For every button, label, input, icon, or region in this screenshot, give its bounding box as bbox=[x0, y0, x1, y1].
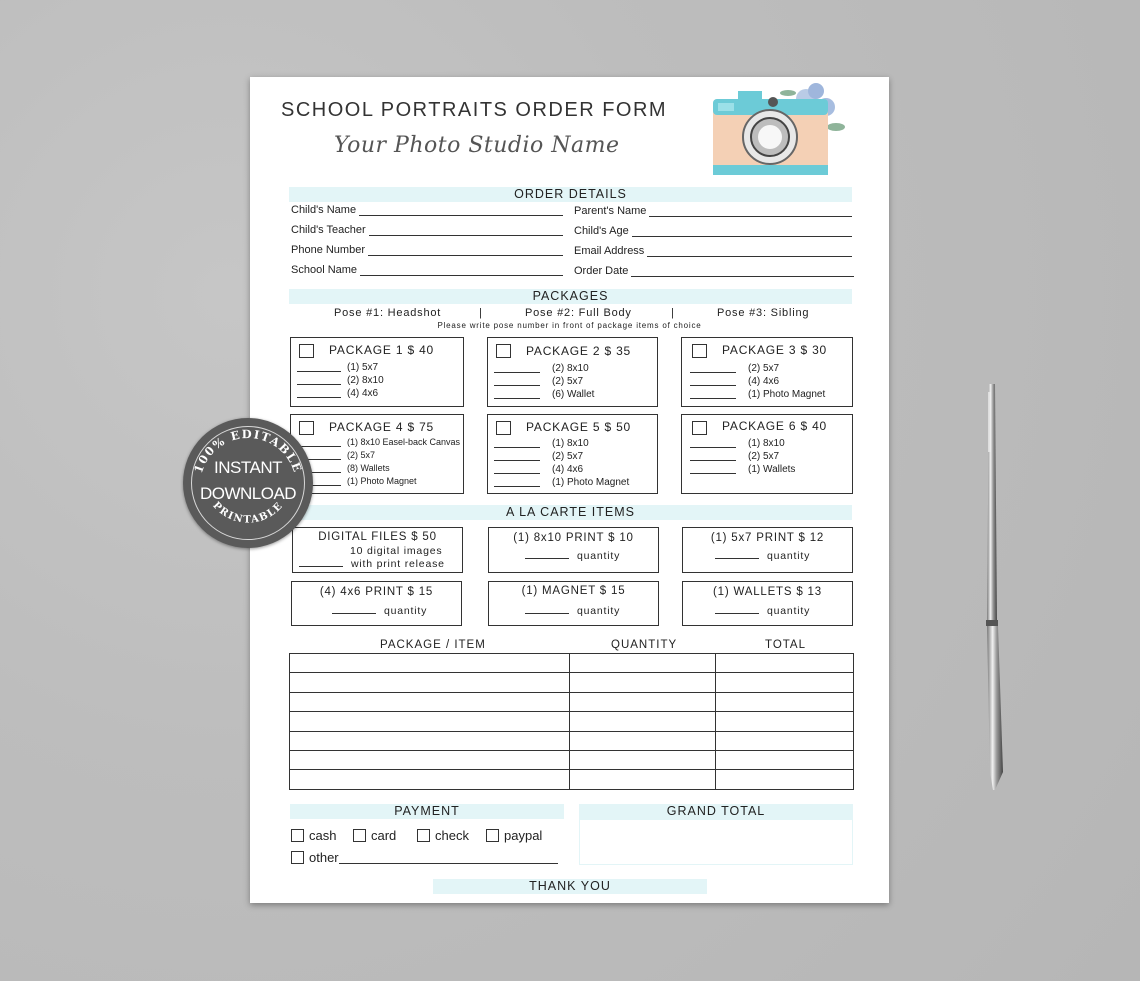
grand-total-field[interactable] bbox=[579, 819, 853, 865]
a-la-carte-card bbox=[682, 581, 853, 626]
pose-separator: | bbox=[479, 307, 483, 319]
payment-cash[interactable]: cash bbox=[291, 828, 336, 843]
payment-check[interactable]: check bbox=[417, 828, 469, 843]
package-checkbox[interactable] bbox=[496, 344, 511, 358]
package-item[interactable]: (2) 5x7 bbox=[494, 451, 583, 462]
table-row bbox=[290, 654, 854, 673]
package-checkbox[interactable] bbox=[692, 344, 707, 358]
section-grand-total: GRAND TOTAL bbox=[579, 804, 853, 819]
package-item[interactable]: (1) 8x10 bbox=[494, 438, 589, 449]
a-la-carte-quantity[interactable]: quantity bbox=[332, 605, 427, 617]
a-la-carte-title: (1) MAGNET $ 15 bbox=[521, 585, 626, 597]
package-item[interactable]: (2) 8x10 bbox=[494, 363, 589, 374]
camera-illustration bbox=[708, 77, 878, 182]
instant-download-seal bbox=[183, 418, 313, 548]
package-card bbox=[681, 414, 853, 494]
field-phone-number[interactable]: Phone Number bbox=[291, 244, 563, 256]
seal-line-2: DOWNLOAD bbox=[199, 484, 297, 503]
seal-line-1: INSTANT bbox=[214, 458, 282, 477]
package-item[interactable]: (1) Photo Magnet bbox=[297, 476, 417, 486]
field-email-address[interactable]: Email Address bbox=[574, 245, 852, 257]
form-title: SCHOOL PORTRAITS ORDER FORM bbox=[281, 99, 668, 121]
table-row bbox=[290, 692, 854, 711]
a-la-carte-title: (1) WALLETS $ 13 bbox=[713, 586, 822, 598]
package-item[interactable]: (2) 5x7 bbox=[297, 450, 375, 460]
package-item[interactable]: (1) 5x7 bbox=[297, 362, 378, 373]
section-order-details: ORDER DETAILS bbox=[289, 187, 852, 202]
package-item[interactable]: (2) 5x7 bbox=[494, 376, 583, 387]
package-item[interactable]: (2) 8x10 bbox=[297, 375, 384, 386]
seal-ring-text bbox=[183, 418, 313, 548]
package-card bbox=[681, 337, 853, 407]
a-la-carte-card bbox=[292, 527, 463, 573]
checkbox-icon bbox=[353, 829, 366, 842]
payment-paypal[interactable]: paypal bbox=[486, 828, 542, 843]
payment-other[interactable]: other bbox=[291, 850, 558, 865]
section-packages: PACKAGES bbox=[289, 289, 852, 304]
package-item[interactable]: (2) 5x7 bbox=[690, 363, 779, 374]
package-checkbox[interactable] bbox=[692, 421, 707, 435]
order-form-sheet bbox=[250, 77, 889, 903]
table-row bbox=[290, 712, 854, 731]
a-la-carte-card bbox=[488, 527, 659, 573]
package-title: PACKAGE 4 $ 75 bbox=[329, 420, 435, 434]
a-la-carte-quantity[interactable]: quantity bbox=[525, 550, 620, 562]
a-la-carte-title: (4) 4x6 PRINT $ 15 bbox=[319, 586, 434, 598]
package-card bbox=[290, 414, 464, 494]
package-item[interactable]: (4) 4x6 bbox=[494, 464, 583, 475]
a-la-carte-card bbox=[682, 527, 853, 573]
package-item[interactable]: (8) Wallets bbox=[297, 463, 390, 473]
package-item[interactable]: (1) Photo Magnet bbox=[690, 389, 825, 400]
table-header-item: PACKAGE / ITEM bbox=[380, 639, 486, 651]
pose-1: Pose #1: Headshot bbox=[334, 307, 442, 319]
table-row bbox=[290, 750, 854, 769]
checkbox-icon bbox=[486, 829, 499, 842]
package-title: PACKAGE 2 $ 35 bbox=[526, 344, 632, 358]
payment-card[interactable]: card bbox=[353, 828, 396, 843]
a-la-carte-title: (1) 5x7 PRINT $ 12 bbox=[710, 532, 825, 544]
package-item[interactable]: (1) 8x10 Easel-back Canvas bbox=[297, 437, 460, 447]
section-payment: PAYMENT bbox=[290, 804, 564, 819]
package-item[interactable]: (6) Wallet bbox=[494, 389, 594, 400]
studio-name: Your Photo Studio Name bbox=[334, 133, 620, 158]
pose-3: Pose #3: Sibling bbox=[717, 307, 810, 319]
table-header-total: TOTAL bbox=[765, 639, 806, 651]
field-childs-teacher[interactable]: Child's Teacher bbox=[291, 224, 563, 236]
package-item[interactable]: (1) Photo Magnet bbox=[494, 477, 629, 488]
seal-top-text: 100% EDITABLE bbox=[191, 426, 305, 475]
table-header-quantity: QUANTITY bbox=[611, 639, 678, 651]
package-item[interactable]: (1) 8x10 bbox=[690, 438, 785, 449]
table-row bbox=[290, 673, 854, 692]
pose-separator: | bbox=[671, 307, 675, 319]
a-la-carte-subtitle: 10 digital images bbox=[350, 545, 443, 557]
package-card bbox=[487, 337, 658, 407]
field-school-name[interactable]: School Name bbox=[291, 264, 563, 276]
package-checkbox[interactable] bbox=[299, 344, 314, 358]
package-item[interactable]: (1) Wallets bbox=[690, 464, 795, 475]
order-table bbox=[289, 653, 854, 790]
a-la-carte-quantity[interactable]: quantity bbox=[715, 550, 810, 562]
seal-bottom-text: PRINTABLE bbox=[210, 500, 286, 526]
package-title: PACKAGE 5 $ 50 bbox=[526, 420, 632, 434]
field-order-date[interactable]: Order Date bbox=[574, 265, 854, 277]
package-title: PACKAGE 3 $ 30 bbox=[722, 343, 828, 357]
thank-you-banner: THANK YOU bbox=[433, 879, 707, 894]
a-la-carte-quantity[interactable]: quantity bbox=[525, 605, 620, 617]
a-la-carte-title: DIGITAL FILES $ 50 bbox=[318, 531, 437, 543]
pose-note: Please write pose number in front of package items of choice bbox=[437, 321, 702, 330]
a-la-carte-quantity[interactable]: quantity bbox=[715, 605, 810, 617]
package-card bbox=[290, 337, 464, 407]
pose-2: Pose #2: Full Body bbox=[525, 307, 632, 319]
checkbox-icon bbox=[417, 829, 430, 842]
package-card bbox=[487, 414, 658, 494]
table-row bbox=[290, 770, 854, 789]
package-title: PACKAGE 6 $ 40 bbox=[722, 419, 828, 433]
table-row bbox=[290, 731, 854, 750]
a-la-carte-card bbox=[291, 581, 462, 626]
field-parents-name[interactable]: Parent's Name bbox=[574, 205, 852, 217]
a-la-carte-quantity[interactable]: with print release bbox=[299, 558, 445, 570]
package-item[interactable]: (4) 4x6 bbox=[690, 376, 779, 387]
checkbox-icon bbox=[291, 829, 304, 842]
section-a-la-carte: A LA CARTE ITEMS bbox=[289, 505, 852, 520]
field-childs-name[interactable]: Child's Name bbox=[291, 204, 563, 216]
pen-illustration bbox=[985, 382, 1015, 792]
checkbox-icon bbox=[291, 851, 304, 864]
package-title: PACKAGE 1 $ 40 bbox=[329, 343, 435, 357]
a-la-carte-card bbox=[488, 581, 659, 626]
package-item[interactable]: (2) 5x7 bbox=[690, 451, 779, 462]
package-checkbox[interactable] bbox=[496, 421, 511, 435]
package-item[interactable]: (4) 4x6 bbox=[297, 388, 378, 399]
a-la-carte-title: (1) 8x10 PRINT $ 10 bbox=[513, 532, 634, 544]
field-childs-age[interactable]: Child's Age bbox=[574, 225, 852, 237]
